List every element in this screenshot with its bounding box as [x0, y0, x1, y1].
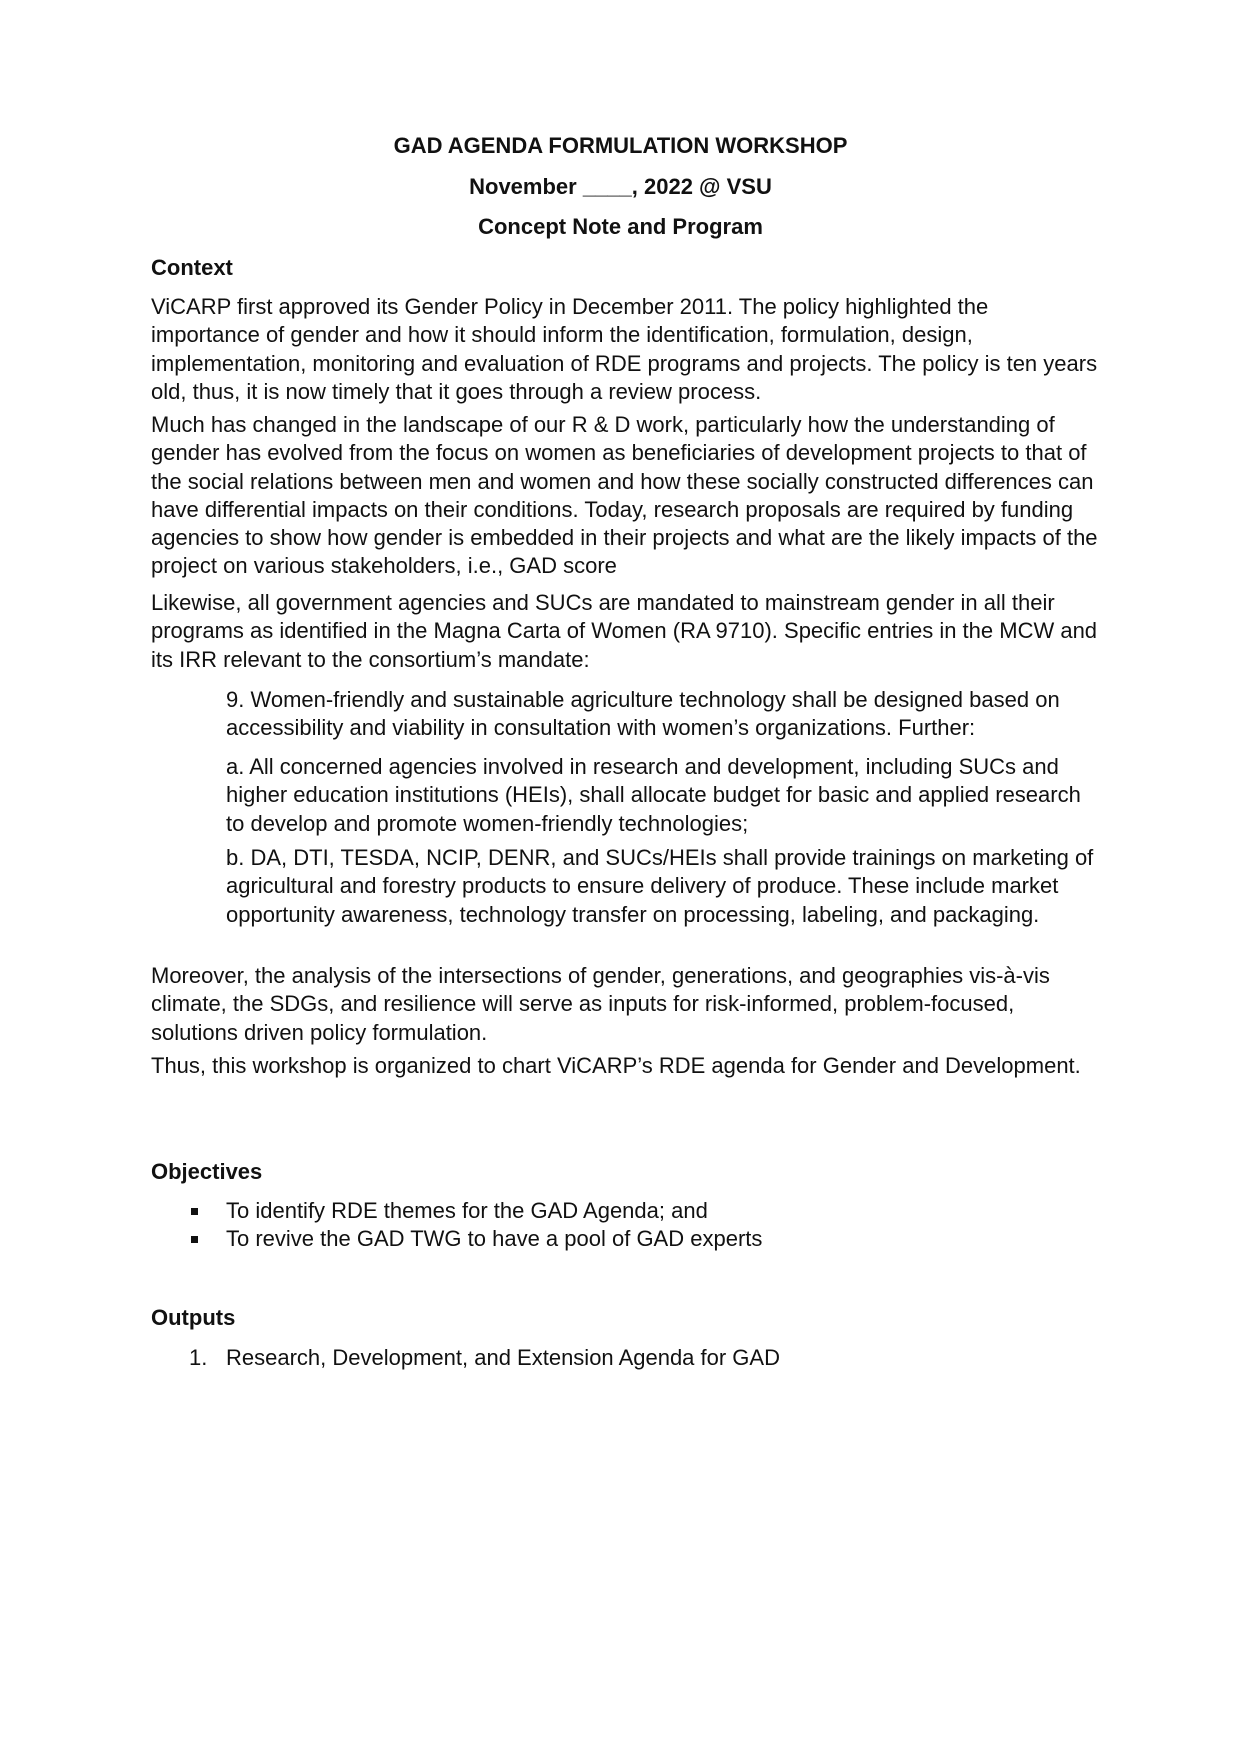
mcw-entry-9: 9. Women-friendly and sustainable agriculture technology shall be designed based on accessibility and viability in consultation with women’s organizations. Further:	[226, 687, 1060, 741]
mcw-entry-b: b. DA, DTI, TESDA, NCIP, DENR, and SUCs/HEIs shall provide trainings on marketing of agricultural and forestry products to ensure delivery of produce. These include market opportunity awareness, technology transfer on processing, labeling, and packaging.	[226, 845, 1094, 927]
objectives-heading: Objectives	[151, 1159, 263, 1184]
context-heading: Context	[151, 255, 233, 280]
outputs-heading: Outputs	[151, 1305, 236, 1330]
output-item: 1. Research, Development, and Extension Agenda for GAD	[151, 1344, 780, 1372]
date-line: November ____, 2022 @ VSU	[469, 174, 772, 199]
document-subtitle: Concept Note and Program	[478, 214, 763, 239]
context-paragraph-5: Thus, this workshop is organized to chart ViCARP’s RDE agenda for Gender and Development.	[151, 1053, 1081, 1078]
outputs-list	[151, 1344, 780, 1372]
output-number: 1.	[189, 1345, 208, 1370]
context-paragraph-3: Likewise, all government agencies and SUCs are mandated to mainstream gender in all their programs as identified in the Magna Carta of Women (RA 9710). Specific entries in the MCW and its IRR relevant to the consortium’s mandate:	[151, 590, 1098, 672]
square-bullet-icon	[191, 1208, 198, 1215]
square-bullet-icon	[191, 1236, 198, 1243]
context-paragraph-2: Much has changed in the landscape of our R & D work, particularly how the understanding of gender has evolved from the focus on women as beneficiaries of development projects to that of the social relations between men and women and how these socially constructed differences can have differential impacts on their conditions. Today, research proposals are required by funding agencies to show how gender is embedded in their projects and what are the likely impacts of the project on various stakeholders, i.e., GAD score	[151, 412, 1098, 579]
objective-item: To revive the GAD TWG to have a pool of GAD experts	[151, 1225, 762, 1253]
context-paragraph-4: Moreover, the analysis of the intersections of gender, generations, and geographies vis-à-vis climate, the SDGs, and resilience will serve as inputs for risk-informed, problem-focused, solutions driven policy formulation.	[151, 963, 1050, 1045]
objectives-list	[151, 1197, 762, 1254]
mcw-entry-a: a. All concerned agencies involved in research and development, including SUCs and higher education institutions (HEIs), shall allocate budget for basic and applied research to develop and promote women-friendly technologies;	[226, 754, 1081, 836]
objective-item: To identify RDE themes for the GAD Agenda; and	[151, 1197, 762, 1225]
context-paragraph-1: ViCARP first approved its Gender Policy in December 2011. The policy highlighted the importance of gender and how it should inform the identification, formulation, design, implementation, monitoring and evaluation of RDE programs and projects. The policy is ten years old, thus, it is now timely that it goes through a review process.	[151, 294, 1098, 404]
document-title: GAD AGENDA FORMULATION WORKSHOP	[393, 133, 848, 158]
